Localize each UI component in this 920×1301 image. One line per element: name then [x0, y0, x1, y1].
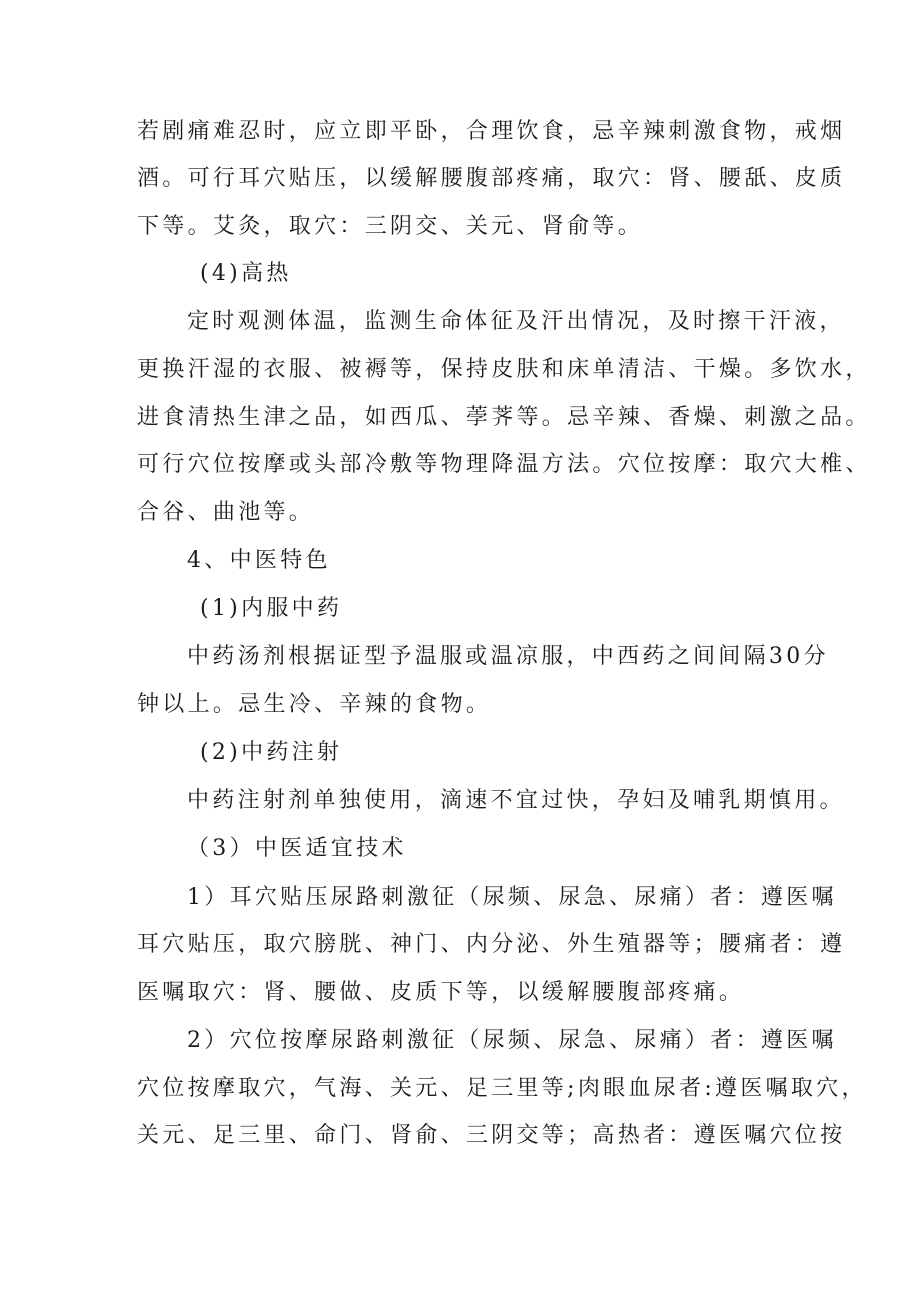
paragraph-line-19: 医嘱取穴：肾、腰做、皮质下等，以缓解腰腹部疼痛。 — [137, 980, 745, 1005]
paragraph-line-5: 定时观测体温，监测生命体征及汗出情况，及时擦干汗液， — [187, 309, 845, 334]
paragraph-line-8: 可行穴位按摩或头部冷敷等物理降温方法。穴位按摩：取穴大椎、 — [137, 452, 871, 477]
paragraph-line-9: 合谷、曲池等。 — [137, 500, 315, 525]
paragraph-line-7: 进食清热生津之品，如西瓜、荸荠等。忌辛辣、香燥、刺激之品。 — [137, 405, 871, 430]
paragraph-line-2: 酒。可行耳穴贴压，以缓解腰腹部疼痛，取穴：肾、腰舐、皮质 — [137, 166, 846, 191]
section-heading-high-fever: (4)高热 — [200, 261, 292, 286]
paragraph-line-17: 1）耳穴贴压尿路刺激征（尿频、尿急、尿痛）者：遵医嘱 — [187, 885, 837, 910]
paragraph-line-12: 中药汤剂根据证型予温服或温凉服，中西药之间间隔30分 — [187, 644, 829, 669]
paragraph-line-20: 2）穴位按摩尿路刺激征（尿频、尿急、尿痛）者：遵医嘱 — [187, 1028, 837, 1053]
paragraph-line-6: 更换汗湿的衣服、被褥等，保持皮肤和床单清洁、干燥。多饮水， — [137, 357, 871, 382]
paragraph-line-3: 下等。艾灸，取穴：三阴交、关元、肾俞等。 — [137, 214, 644, 239]
paragraph-line-1: 若剧痛难忍时，应立即平卧，合理饮食，忌辛辣刺激食物，戒烟 — [137, 119, 846, 144]
subsection-heading-techniques: （3）中医适宜技术 — [187, 836, 407, 861]
paragraph-line-13: 钟以上。忌生冷、辛辣的食物。 — [137, 692, 492, 717]
paragraph-line-15: 中药注射剂单独使用，滴速不宜过快，孕妇及哺乳期慎用。 — [187, 788, 845, 813]
subsection-heading-oral-medicine: (1)内服中药 — [200, 596, 343, 621]
subsection-heading-injection: (2)中药注射 — [200, 740, 343, 765]
paragraph-line-18: 耳穴贴压，取穴膀胱、神门、内分泌、外生殖器等；腰痛者：遵 — [137, 932, 846, 957]
paragraph-line-22: 关元、足三里、命门、肾俞、三阴交等；高热者：遵医嘱穴位按 — [137, 1123, 846, 1148]
section-heading-tcm-features: 4、中医特色 — [187, 548, 331, 573]
paragraph-line-21: 穴位按摩取穴，气海、关元、足三里等;肉眼血尿者:遵医嘱取穴， — [137, 1076, 867, 1101]
